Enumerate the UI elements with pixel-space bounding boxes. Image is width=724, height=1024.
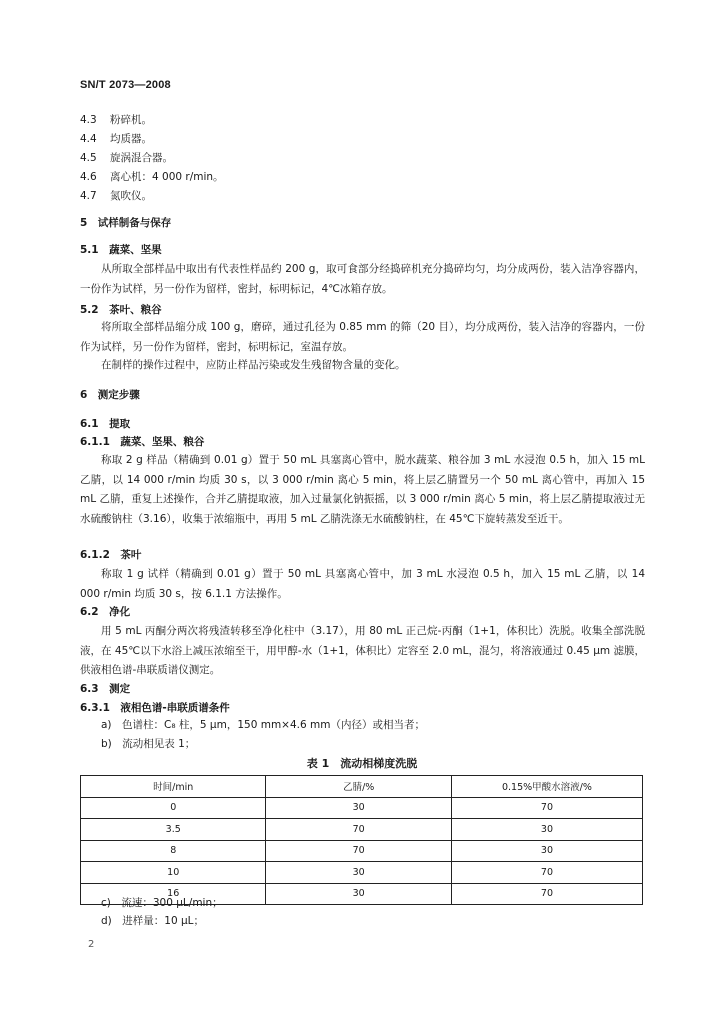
section-6-2-text: 用 5 mL 丙酮分两次将残渣转移至净化柱中（3.17），用 80 mL 正己烷-丙酮（1+1，体积比）洗脱。收集全部洗脱液，在 45℃以下水浴上减压浓缩至干，用甲醇-水（1+1，体积比）定容至 2.0 mL，混匀，将溶液通过 0.45 μm 滤膜，供液相色谱-串联质谱仪测定。 xyxy=(80,625,645,676)
table-row xyxy=(81,819,643,841)
section-5-note: 在制样的操作过程中，应防止样品污染或发生残留物含量的变化。 xyxy=(101,359,406,371)
cell-formic-acid: 30 xyxy=(451,819,642,841)
table-row xyxy=(81,862,643,884)
section-6-1-heading: 6.1 提取 xyxy=(80,418,131,430)
item-number: 4.6 xyxy=(80,171,97,183)
section-6-1-1-heading: 6.1.1 蔬菜、坚果、粮谷 xyxy=(80,436,205,448)
list-item-b: b) 流动相见表 1； xyxy=(101,738,196,750)
section-6-1-1-text: 称取 2 g 样品（精确到 0.01 g）置于 50 mL 具塞离心管中，脱水蔬菜、粮谷加 3 mL 水浸泡 0.5 h，加入 15 mL 乙腈，以 14 000 r/min 均质 30 s，以 3 000 r/min 离心 5 min，将上层乙腈置另一个 50 mL 离心管中，再加入 15 mL 乙腈，重复上述操作，合并乙腈提取液，加入过量氯化钠振摇，以 3 000 r/min 离心 5 min，将上层乙腈提取液过无水硫酸钠柱（3.16），收集于浓缩瓶中，再用 5 mL 乙腈洗涤无水硫酸钠柱，在 45℃下旋转蒸发至近干。 xyxy=(80,454,645,525)
cell-time: 10 xyxy=(81,862,266,884)
cell-formic-acid: 70 xyxy=(451,797,642,819)
equipment-item xyxy=(80,131,152,146)
section-6-heading: 6 测定步骤 xyxy=(80,389,140,401)
cell-acetonitrile: 30 xyxy=(266,797,451,819)
section-6-1-2-heading: 6.1.2 茶叶 xyxy=(80,549,142,561)
section-6-3-heading: 6.3 测定 xyxy=(80,683,131,695)
equipment-item xyxy=(80,169,224,184)
cell-formic-acid: 70 xyxy=(451,883,642,905)
item-number: 4.5 xyxy=(80,152,97,164)
item-text: 氮吹仪。 xyxy=(110,190,152,202)
table-row xyxy=(81,797,643,819)
item-text: 旋涡混合器。 xyxy=(110,152,173,164)
standard-code: SN/T 2073—2008 xyxy=(80,79,171,91)
gradient-table xyxy=(80,775,643,905)
page-number: 2 xyxy=(88,939,95,950)
section-6-2-heading: 6.2 净化 xyxy=(80,606,131,618)
header-acetonitrile: 乙腈/% xyxy=(266,776,451,798)
equipment-item xyxy=(80,188,152,203)
cell-acetonitrile: 70 xyxy=(266,840,451,862)
list-item-c: c) 流速：300 μL/min； xyxy=(101,897,223,909)
section-6-1-2-text: 称取 1 g 试样（精确到 0.01 g）置于 50 mL 具塞离心管中，加 3 mL 水浸泡 0.5 h，加入 15 mL 乙腈，以 14 000 r/min 均质 30 s，按 6.1.1 方法操作。 xyxy=(80,568,645,600)
list-item-a: a) 色谱柱：C₈ 柱，5 μm，150 mm×4.6 mm（内径）或相当者； xyxy=(101,719,425,731)
cell-time: 8 xyxy=(81,840,266,862)
list-item-d: d) 进样量：10 μL； xyxy=(101,915,204,927)
section-5-1-heading: 5.1 蔬菜、坚果 xyxy=(80,244,162,256)
cell-time: 0 xyxy=(81,797,266,819)
item-number: 4.7 xyxy=(80,190,97,202)
header-time: 时间/min xyxy=(81,776,266,798)
cell-acetonitrile: 30 xyxy=(266,862,451,884)
cell-time: 16 xyxy=(81,883,266,905)
section-6-3-1-heading: 6.3.1 液相色谱-串联质谱条件 xyxy=(80,702,230,714)
equipment-item xyxy=(80,112,152,127)
item-number: 4.3 xyxy=(80,114,97,126)
header-formic-acid: 0.15%甲酸水溶液/% xyxy=(451,776,642,798)
cell-time: 3.5 xyxy=(81,819,266,841)
item-text: 粉碎机。 xyxy=(110,114,152,126)
item-number: 4.4 xyxy=(80,133,97,145)
section-5-2-heading: 5.2 茶叶、粮谷 xyxy=(80,304,162,316)
cell-acetonitrile: 70 xyxy=(266,819,451,841)
table-row xyxy=(81,840,643,862)
item-text: 离心机：4 000 r/min。 xyxy=(110,171,224,183)
cell-acetonitrile: 30 xyxy=(266,883,451,905)
table-title: 表 1 流动相梯度洗脱 xyxy=(306,757,418,770)
equipment-item xyxy=(80,150,173,165)
item-text: 均质器。 xyxy=(110,133,152,145)
cell-formic-acid: 70 xyxy=(451,862,642,884)
section-5-heading: 5 试样制备与保存 xyxy=(80,217,172,229)
section-5-2-text: 将所取全部样品缩分成 100 g，磨碎，通过孔径为 0.85 mm 的筛（20 目），均分成两份，装入洁净的容器内，一份作为试样，另一份作为留样，密封，标明标记，室温存放。 xyxy=(80,321,645,353)
table-header-row xyxy=(81,776,643,798)
section-5-1-text: 从所取全部样品中取出有代表性样品约 200 g，取可食部分经捣碎机充分捣碎均匀，均分成两份，装入洁净容器内，一份作为试样，另一份作为留样，密封，标明标记，4℃冰箱存放。 xyxy=(80,263,645,295)
cell-formic-acid: 30 xyxy=(451,840,642,862)
